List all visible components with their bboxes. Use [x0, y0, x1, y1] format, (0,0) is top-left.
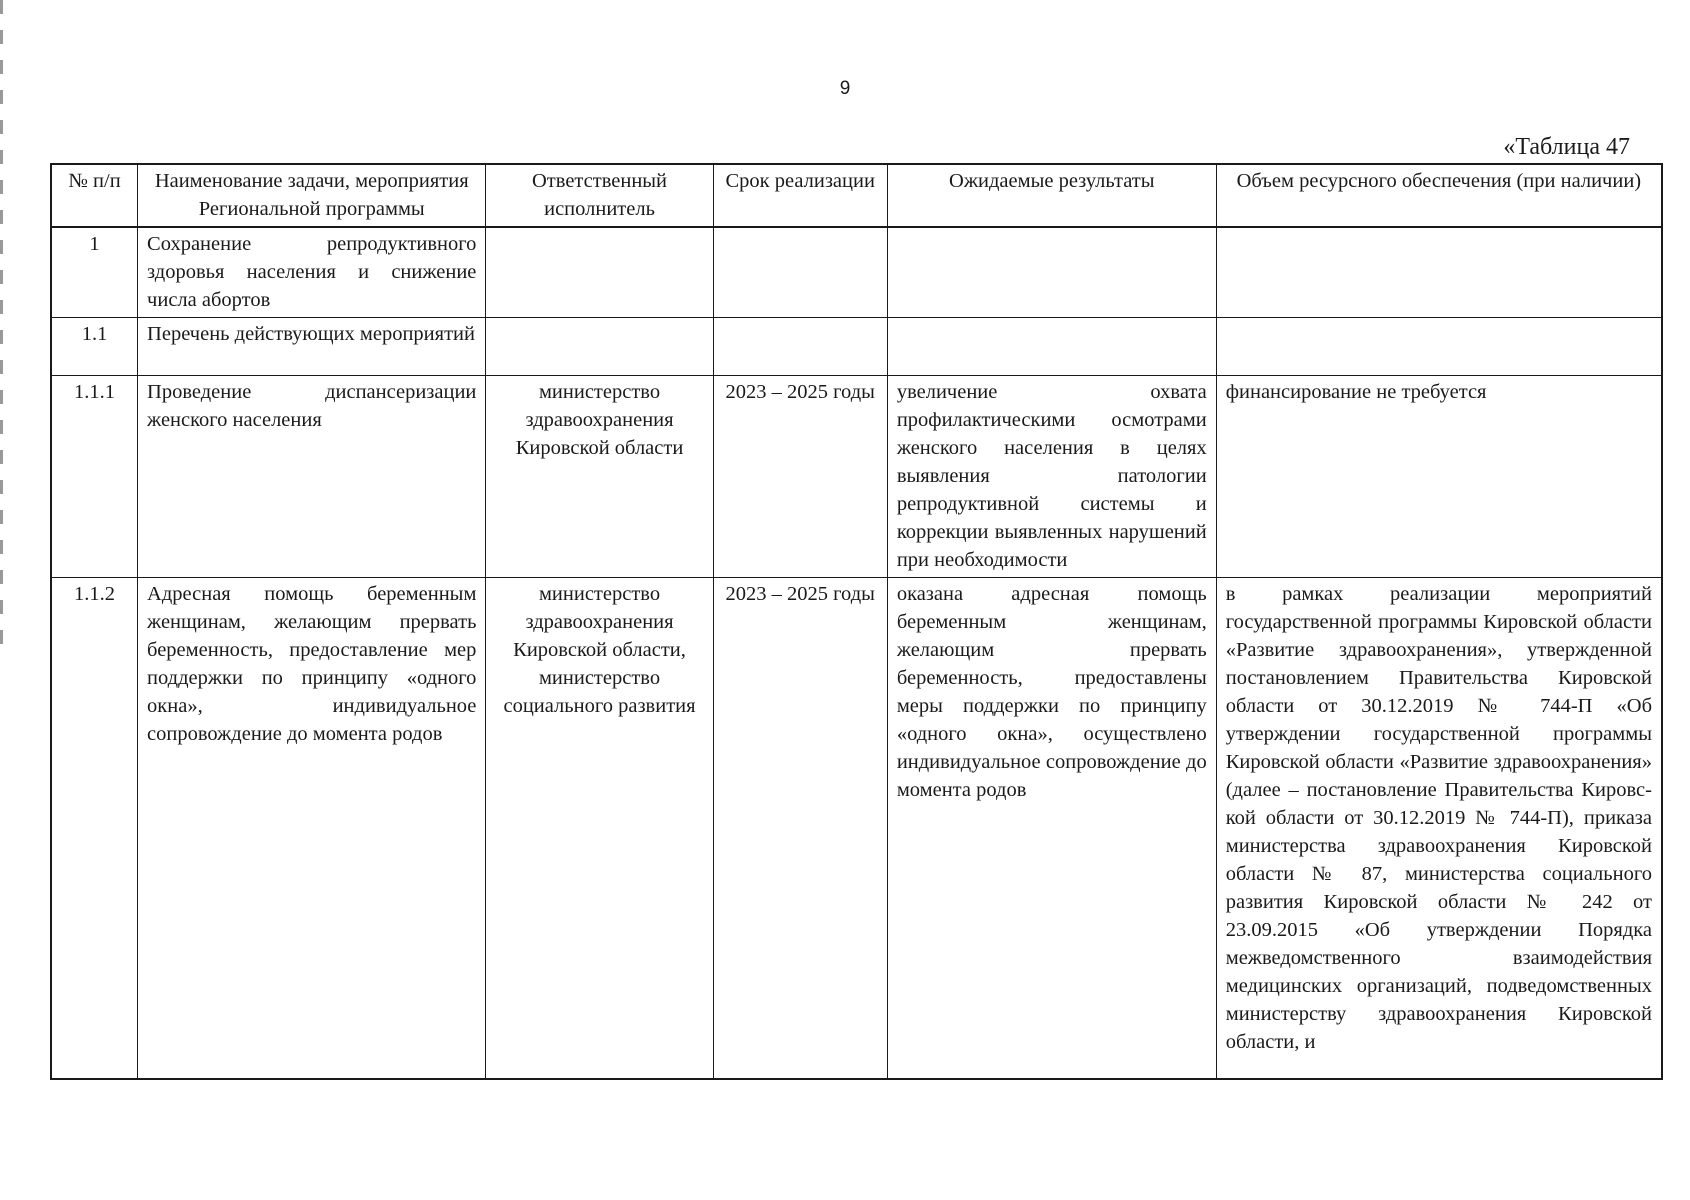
header-executor: Ответственный исполнитель: [486, 164, 713, 227]
cell-executor: [486, 318, 713, 376]
cell-num: 1: [51, 227, 138, 318]
cell-funding: финансирование не требуется: [1216, 376, 1662, 578]
cell-result: [887, 227, 1216, 318]
cell-term: [713, 318, 887, 376]
program-table: [50, 163, 1663, 1080]
cell-task: Сохранение репродуктивного здоровья населения и снижение числа абортов: [138, 227, 486, 318]
header-term: Срок реализации: [713, 164, 887, 227]
cell-task: Проведение диспансеризации женского населения: [138, 376, 486, 578]
cell-executor: министерство здравоохранения Кировской области: [486, 376, 713, 578]
table-caption: «Таблица 47: [1503, 134, 1630, 160]
table-row: [51, 227, 1662, 318]
header-funding: Объем ресурсного обеспечения (при наличии): [1216, 164, 1662, 227]
cell-funding: [1216, 318, 1662, 376]
cell-result: увеличение охвата профилактическими осмотрами женского населения в целях выявления патологии репродуктивной системы и коррекции выявленных нарушений при необходимости: [887, 376, 1216, 578]
cell-num: 1.1.1: [51, 376, 138, 578]
cell-num: 1.1: [51, 318, 138, 376]
cell-term: [713, 227, 887, 318]
cell-executor: [486, 227, 713, 318]
cell-task: Перечень действующих мероприятий: [138, 318, 486, 376]
cell-result: [887, 318, 1216, 376]
page-number: 9: [839, 78, 851, 99]
table-row: [51, 318, 1662, 376]
cell-term: 2023 – 2025 годы: [713, 376, 887, 578]
cell-funding: [1216, 227, 1662, 318]
cell-num: 1.1.2: [51, 578, 138, 1080]
cell-funding: в рамках реализации мероприятий государственной программы Кировской области «Развитие здравоохранения», утвержденной постановлением Правительства Кировской области от 30.12.2019 № 744-П «Об утверждении государственной программы Кировской области «Развитие здравоохранения» (далее – постановление Правительства Кировской области от 30.12.2019 № 744-П), приказа министерства здравоохранения Кировской области № 87, министерства социального развития Кировской области № 242 от 23.09.2015 «Об утверждении Порядка межведомственного взаимодействия медицинских организаций, подведомственных министерству здравоохранения Кировской области, и: [1216, 578, 1662, 1080]
cell-executor: министерство здравоохранения Кировской области, министерство социального развития: [486, 578, 713, 1080]
cell-result: оказана адресная помощь беременным женщинам, желающим прервать беременность, предоставлены меры поддержки по принципу «одного окна», осуществлено индивидуальное сопровождение до момента родов: [887, 578, 1216, 1080]
header-task: Наименование задачи, мероприятия Региональной программы: [138, 164, 486, 227]
header-result: Ожидаемые результаты: [887, 164, 1216, 227]
cell-term: 2023 – 2025 годы: [713, 578, 887, 1080]
cell-task: Адресная помощь беременным женщинам, желающим прервать беременность, предоставление мер поддержки по принципу «одного окна», индивидуальное сопровождение до момента родов: [138, 578, 486, 1080]
table-row: [51, 578, 1662, 1080]
header-num: № п/п: [51, 164, 138, 227]
table-row: [51, 376, 1662, 578]
table-header-row: [51, 164, 1662, 227]
